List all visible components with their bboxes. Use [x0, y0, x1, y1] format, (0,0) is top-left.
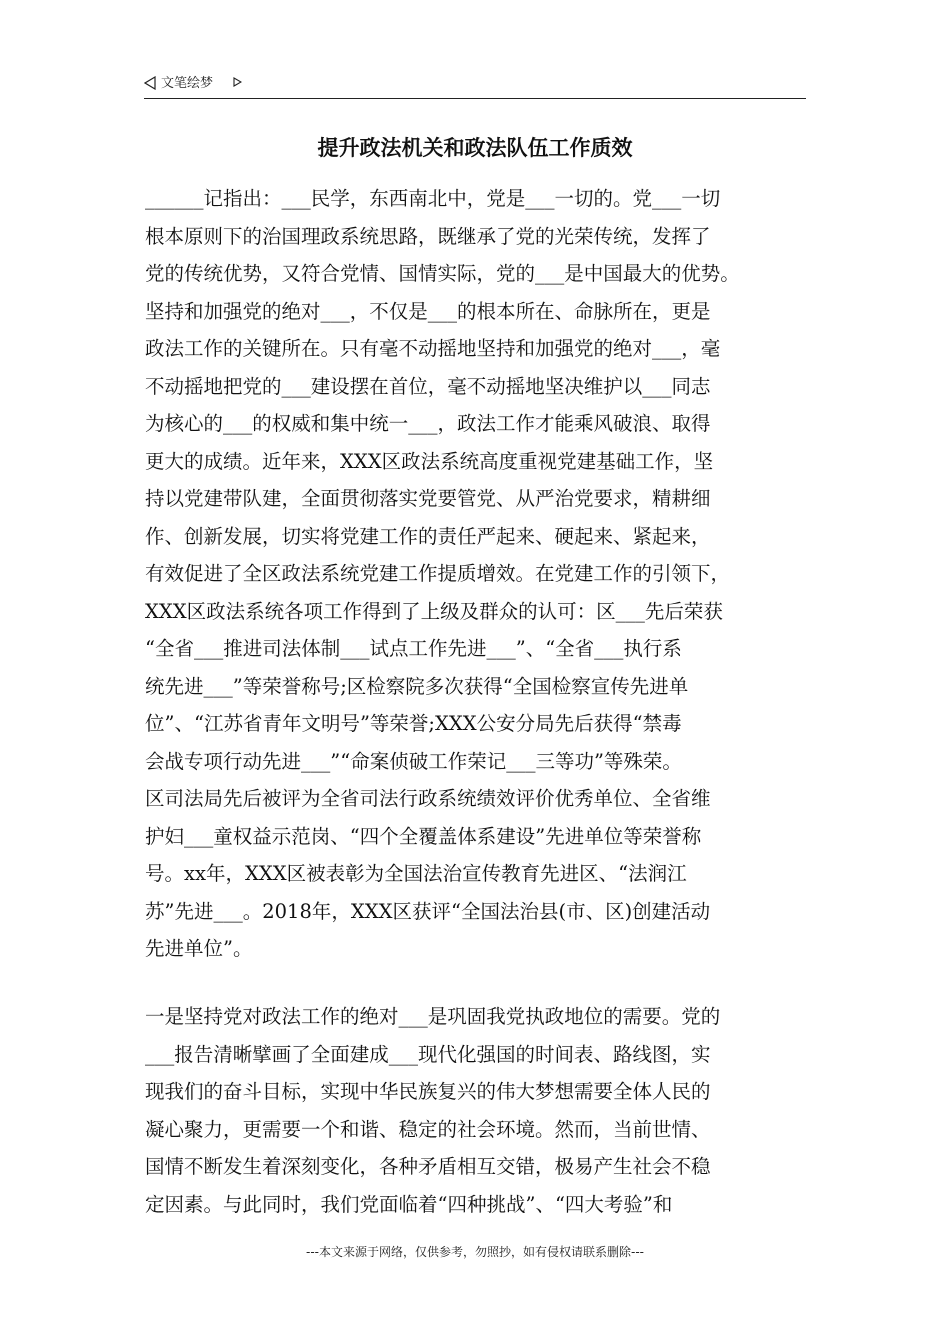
- text-line: 政法工作的关键所在。只有毫不动摇地坚持和加强党的绝对___，毫: [145, 337, 721, 360]
- text-line: ______记指出：___民学，东西南北中，党是___一切的。党___一切: [145, 187, 721, 210]
- text-line: 区司法局先后被评为全省司法行政系统绩效评价优秀单位、全省维: [145, 787, 711, 810]
- paragraph-2: [145, 998, 825, 1223]
- text-line: 不动摇地把党的___建设摆在首位，毫不动摇地坚决维护以___同志: [145, 374, 711, 398]
- text-line: 为核心的___的权威和集中统一___，政法工作才能乘风破浪、取得: [145, 412, 711, 435]
- text-line: 苏”先进___。2018年，XXX区获评“全国法治县(市、区)创建活动: [145, 899, 711, 923]
- text-line: XXX区政法系统各项工作得到了上级及群众的认可：区___先后荣获: [145, 599, 723, 623]
- text-line: 统先进___”等荣誉称号;区检察院多次获得“全国检察宣传先进单: [145, 674, 689, 698]
- text-line: 国情不断发生着深刻变化，各种矛盾相互交错，极易产生社会不稳: [145, 1155, 711, 1178]
- page-header: [144, 74, 806, 99]
- text-line: 号。xx年，XXX区被表彰为全国法治宣传教育先进区、“法润江: [145, 862, 687, 885]
- text-line: 现我们的奋斗目标，实现中华民族复兴的伟大梦想需要全体人民的: [145, 1080, 711, 1103]
- text-line: 先进单位”。: [145, 937, 253, 960]
- text-line: 会战专项行动先进___”“命案侦破工作荣记___三等功”等殊荣。: [145, 749, 682, 773]
- text-line: 位”、“江苏省青年文明号”等荣誉;XXX公安分局先后获得“禁毒: [145, 712, 682, 735]
- footer-notice: ---本文来源于网络，仅供参考，勿照抄，如有侵权请联系删除---: [306, 1245, 644, 1259]
- text-line: 持以党建带队建，全面贯彻落实党要管党、从严治党要求，精耕细: [145, 487, 711, 510]
- text-line: 一是坚持党对政法工作的绝对___是巩固我党执政地位的需要。党的: [145, 1005, 721, 1028]
- text-line: 定因素。与此同时，我们党面临着“四种挑战”、“四大考验”和: [145, 1192, 673, 1216]
- text-line: 有效促进了全区政法系统党建工作提质增效。在党建工作的引领下，: [145, 562, 731, 585]
- text-line: 更大的成绩。近年来，XXX区政法系统高度重视党建基础工作，坚: [145, 449, 714, 473]
- text-line: 坚持和加强党的绝对___，不仅是___的根本所在、命脉所在，更是: [145, 299, 711, 323]
- text-line: 作、创新发展，切实将党建工作的责任严起来、硬起来、紧起来，: [145, 524, 711, 548]
- text-line: “全省___推进司法体制___试点工作先进___”、“全省___执行系: [145, 637, 682, 660]
- paragraph-1: [145, 180, 825, 968]
- text-line: 党的传统优势，又符合党情、国情实际，党的___是中国最大的优势。: [145, 262, 740, 285]
- text-line: 护妇___童权益示范岗、“四个全覆盖体系建设”先进单位等荣誉称: [145, 824, 702, 848]
- triangle-right-icon: [233, 77, 242, 87]
- triangle-left-icon: [144, 76, 156, 90]
- text-line: 根本原则下的治国理政系统思路，既继承了党的光荣传统，发挥了: [145, 224, 711, 248]
- text-line: 凝心聚力，更需要一个和谐、稳定的社会环境。然而，当前世情、: [145, 1117, 711, 1141]
- document-title: 提升政法机关和政法队伍工作质效: [317, 136, 633, 160]
- header-brand: 文笔绘梦: [161, 76, 214, 91]
- text-line: ___报告清晰擘画了全面建成___现代化强国的时间表、路线图，实: [145, 1042, 711, 1066]
